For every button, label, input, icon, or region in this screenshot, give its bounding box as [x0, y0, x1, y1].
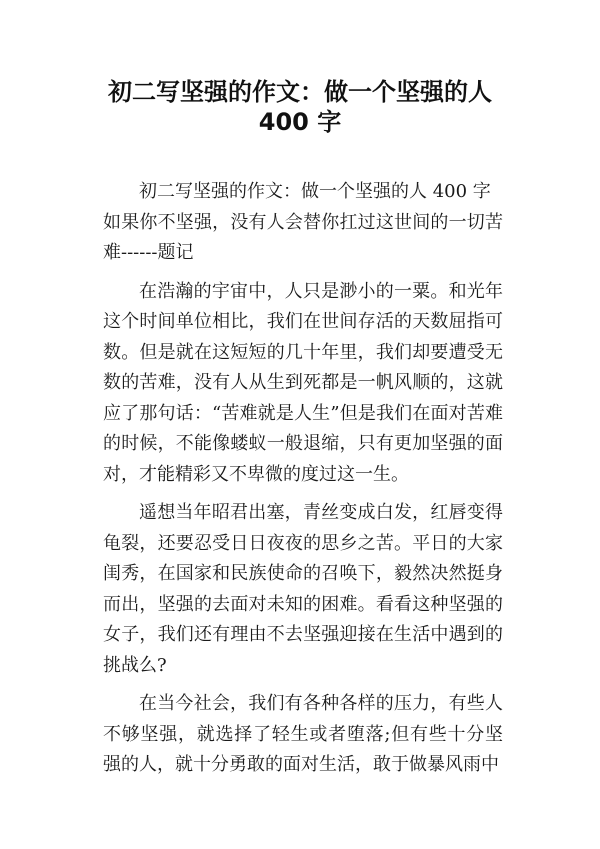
paragraph-epigraph: 如果你不坚强，没有人会替你扛过这世间的一切苦难------题记 [103, 211, 503, 263]
document-body [103, 177, 503, 781]
document-title-wordcount: 400 字 [258, 108, 342, 136]
paragraph-heading: 初二写坚强的作文：做一个坚强的人 400 字 [139, 181, 491, 202]
paragraph-3: 在当今社会，我们有各种各样的压力，有些人不够坚强，就选择了轻生或者堕落;但有些十分坚强的人，就十分勇敢的面对生活，敢于做暴风雨中 [103, 693, 503, 775]
paragraph-2: 遥想当年昭君出塞，青丝变成白发，红唇变得龟裂，还要忍受日日夜夜的思乡之苦。平日的大家闺秀，在国家和民族使命的召唤下，毅然决然挺身而出，坚强的去面对未知的困难。看看这种坚强的女子，我们还有理由不去坚强迎接在生活中遇到的挑战么? [103, 502, 503, 676]
document-title: 初二写坚强的作文：做一个坚强的人 [108, 78, 492, 106]
paragraph-1: 在浩瀚的宇宙中，人只是渺小的一粟。和光年这个时间单位相比，我们在世间存活的天数屈指可数。但是就在这短短的几十年里，我们却要遭受无数的苦难，没有人从生到死都是一帆风顺的，这就应了那句话：“苦难就是人生”但是我们在面对苦难的时候，不能像蝼蚁一般退缩，只有更加坚强的面对，才能精彩又不卑微的度过这一生。 [103, 280, 503, 485]
